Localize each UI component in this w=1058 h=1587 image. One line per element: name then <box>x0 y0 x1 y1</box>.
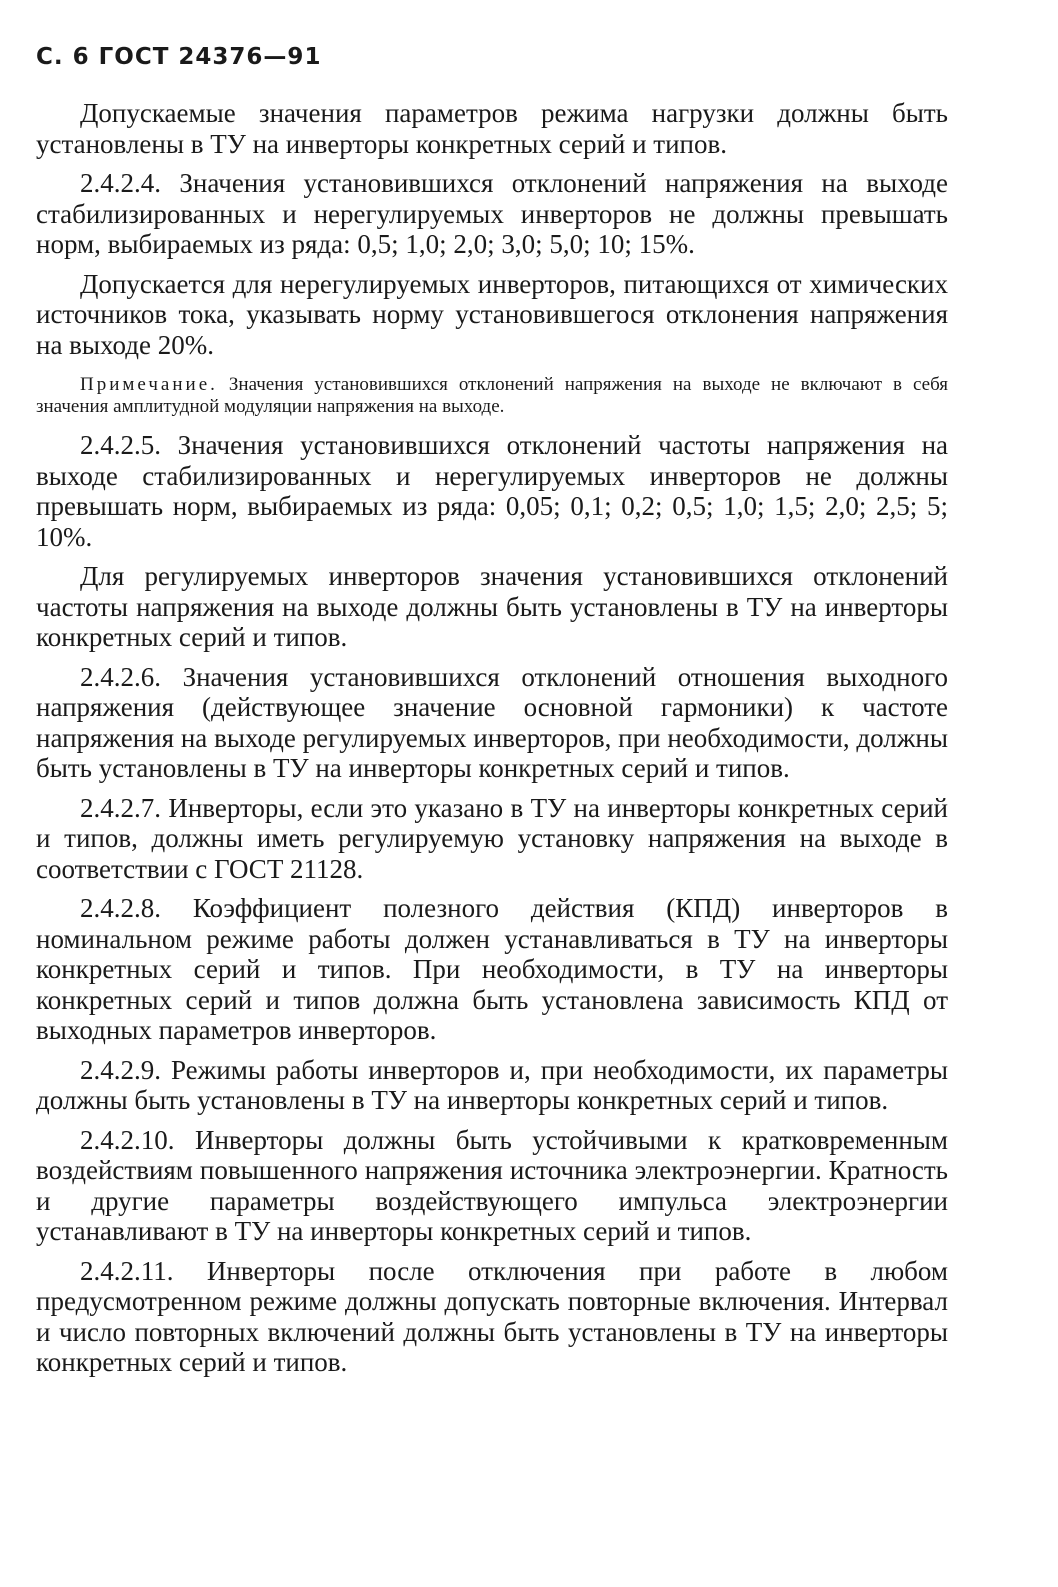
paragraph-2-4-2-4: 2.4.2.4. Значения установившихся отклонений напряжения на выходе стабилизированных и нерегулируемых инверторов не должны превышать норм, выбираемых из ряда: 0,5; 1,0; 2,0; 3,0; 5,0; 10; 15%. <box>36 168 948 259</box>
paragraph-regulated-frequency: Для регулируемых инверторов значения установившихся отклонений частоты напряжения на выходе должны быть установлены в ТУ на инверторы конкретных серий и типов. <box>36 561 948 652</box>
paragraph-2-4-2-11: 2.4.2.11. Инверторы после отключения при работе в любом предусмотренном режиме должны допускать повторные включения. Интервал и число повторных включений должны быть установлены в ТУ на инверторы конкретных серий и типов. <box>36 1255 948 1377</box>
note <box>36 374 948 418</box>
document-page <box>36 44 948 1387</box>
paragraph-2-4-2-5: 2.4.2.5. Значения установившихся отклонений частоты напряжения на выходе стабилизированных и нерегулируемых инверторов не должны превышать норм, выбираемых из ряда: 0,05; 0,1; 0,2; 0,5; 1,0; 1,5; 2,0; 2,5; 5; 10%. <box>36 430 948 552</box>
paragraph-2-4-2-8: 2.4.2.8. Коэффициент полезного действия (КПД) инверторов в номинальном режиме работы должен устанавливаться в ТУ на инверторы конкретных серий и типов. При необходимости, в ТУ на инверторы конкретных серий и типов должна быть установлена зависимость КПД от выходных параметров инверторов. <box>36 893 948 1045</box>
note-text: Значения установившихся отклонений напряжения на выходе не включают в себя значения амплитудной модуляции напряжения на выходе. <box>36 374 949 417</box>
paragraph-2-4-2-10: 2.4.2.10. Инверторы должны быть устойчивыми к кратковременным воздействиям повышенного напряжения источника электроэнергии. Кратность и другие параметры воздействующего импульса электроэнергии устанавливают в ТУ на инверторы конкретных серий и типов. <box>36 1124 948 1246</box>
paragraph-2-4-2-7: 2.4.2.7. Инверторы, если это указано в ТУ на инверторы конкретных серий и типов, должны иметь регулируемую установку напряжения на выходе в соответствии с ГОСТ 21128. <box>36 792 948 884</box>
note-label: Примечание. <box>80 374 218 395</box>
paragraph-load-params: Допускаемые значения параметров режима нагрузки должны быть установлены в ТУ на инверторы конкретных серий и типов. <box>36 98 948 159</box>
paragraph-2-4-2-9: 2.4.2.9. Режимы работы инверторов и, при необходимости, их параметры должны быть установлены в ТУ на инверторы конкретных серий и типов. <box>36 1054 948 1115</box>
paragraph-unregulated-allowance: Допускается для нерегулируемых инверторов, питающихся от химических источников тока, указывать норму установившегося отклонения напряжения на выходе 20%. <box>36 268 948 360</box>
page-header: С. 6 ГОСТ 24376—91 <box>36 44 322 70</box>
paragraph-2-4-2-6: 2.4.2.6. Значения установившихся отклонений отношения выходного напряжения (действующее значение основной гармоники) к частоте напряжения на выходе регулируемых инверторов, при необходимости, должны быть установлены в ТУ на инверторы конкретных серий и типов. <box>36 661 948 783</box>
